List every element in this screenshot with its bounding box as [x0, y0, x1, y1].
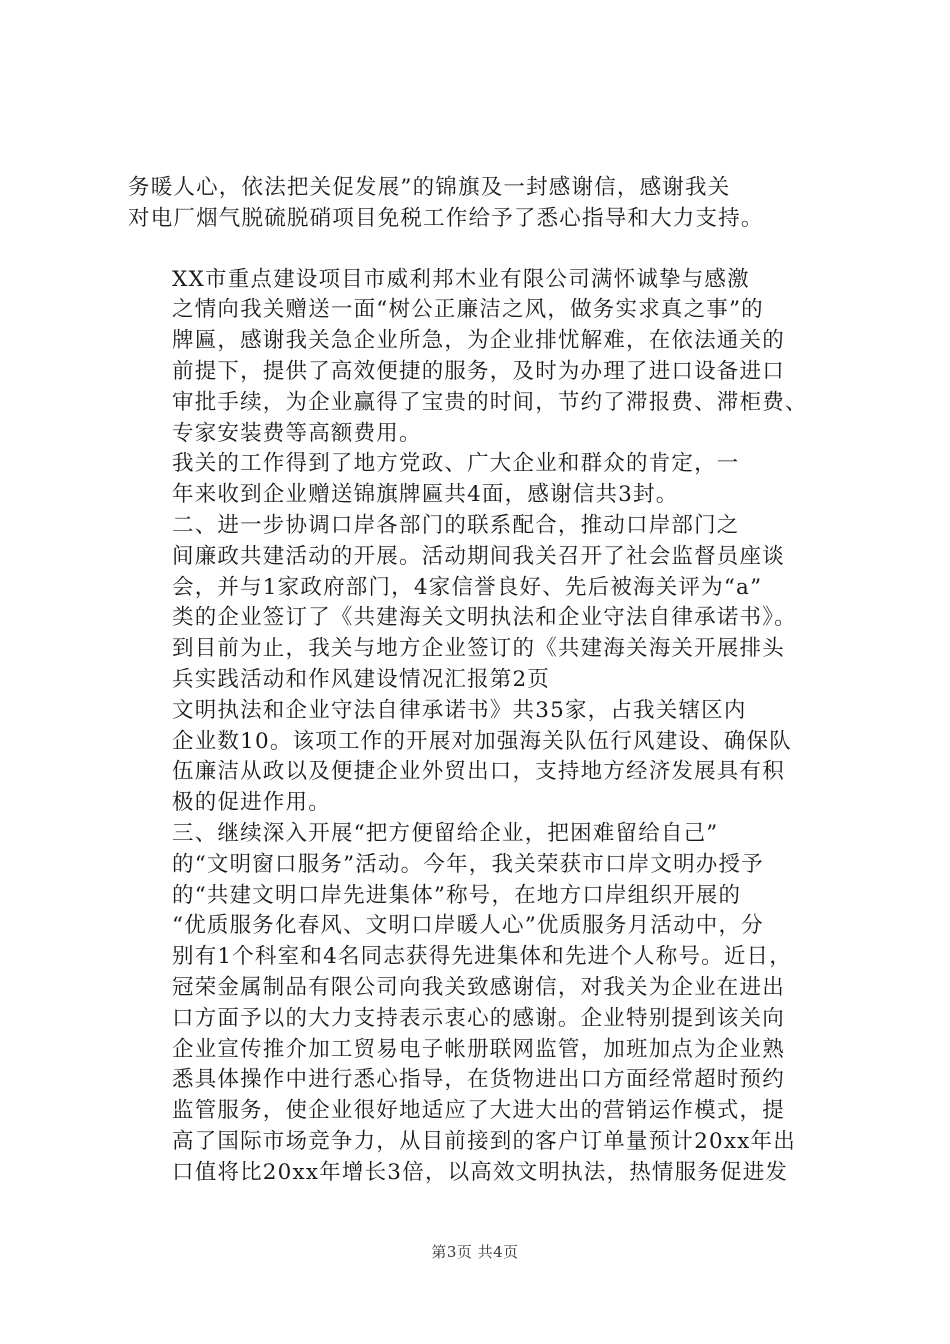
text-line: 牌匾，感谢我关急企业所急，为企业排忧解难，在依法通关的 — [172, 328, 785, 354]
text-line: 间廉政共建活动的开展。活动期间我关召开了社会监督员座谈 — [172, 543, 785, 569]
text-line: 口方面予以的大力支持表示衷心的感谢。企业特别提到该关向 — [172, 1005, 785, 1031]
text-line: 口值将比20xx年增长3倍，以高效文明执法，热情服务促进发 — [172, 1159, 789, 1185]
text-line: 兵实践活动和作风建设情况汇报第2页 — [172, 666, 551, 692]
text-line: 类的企业签订了《共建海关文明执法和企业守法自律承诺书》。 — [172, 605, 797, 631]
paragraph — [128, 696, 828, 819]
text-line: 的“文明窗口服务”活动。今年，我关荣获市口岸文明办授予 — [172, 851, 764, 877]
paragraph — [128, 173, 828, 235]
paragraph — [128, 511, 828, 696]
text-line: 伍廉洁从政以及便捷企业外贸出口，支持地方经济发展具有积 — [172, 759, 785, 785]
page-footer — [0, 1241, 950, 1262]
page-number: 第3页 共4页 — [431, 1243, 519, 1261]
text-line: “优质服务化春风、文明口岸暖人心”优质服务月活动中，分 — [172, 913, 764, 939]
text-line: 的“共建文明口岸先进集体”称号，在地方口岸组织开展的 — [172, 882, 742, 908]
text-line: 冠荣金属制品有限公司向我关致感谢信，对我关为企业在进出 — [172, 974, 785, 1000]
text-line: 之情向我关赠送一面“树公正廉洁之风，做务实求真之事”的 — [172, 297, 764, 323]
text-line: 三、继续深入开展“把方便留给企业，把困难留给自己” — [172, 820, 719, 846]
text-line: 前提下，提供了高效便捷的服务，及时为办理了进口设备进口 — [172, 358, 785, 384]
text-line: 二、进一步协调口岸各部门的联系配合，推动口岸部门之 — [172, 512, 740, 538]
text-line: 专家安装费等高额费用。 — [172, 420, 422, 446]
text-line: 对电厂烟气脱硫脱硝项目免税工作给予了悉心指导和大力支持。 — [128, 205, 764, 231]
text-line: 别有1个科室和4名同志获得先进集体和先进个人称号。近日， — [172, 944, 792, 970]
text-line: 悉具体操作中进行悉心指导，在货物进出口方面经常超时预约 — [172, 1067, 785, 1093]
paragraph — [128, 265, 828, 450]
text-line: 文明执法和企业守法自律承诺书》共35家，占我关辖区内 — [172, 697, 747, 723]
text-line: XX市重点建设项目市威利邦木业有限公司满怀诚挚与感激 — [172, 266, 750, 292]
paragraph — [128, 819, 828, 1189]
document-body — [128, 173, 828, 1189]
text-line: 审批手续，为企业赢得了宝贵的时间，节约了滞报费、滞柜费、 — [172, 389, 808, 415]
text-line: 企业宣传推介加工贸易电子帐册联网监管，加班加点为企业熟 — [172, 1036, 785, 1062]
text-line: 企业数10。该项工作的开展对加强海关队伍行风建设、确保队 — [172, 728, 792, 754]
text-line: 会，并与1家政府部门，4家信誉良好、先后被海关评为“a” — [172, 574, 763, 600]
text-line: 年来收到企业赠送锦旗牌匾共4面，感谢信共3封。 — [172, 482, 679, 508]
text-line: 务暖人心，依法把关促发展”的锦旗及一封感谢信，感谢我关 — [128, 175, 731, 200]
text-line: 高了国际市场竞争力，从目前接到的客户订单量预计20xx年出 — [172, 1128, 796, 1154]
paragraph — [128, 449, 828, 511]
text-line: 到目前为止，我关与地方企业签订的《共建海关海关开展排头 — [172, 636, 785, 662]
text-line: 我关的工作得到了地方党政、广大企业和群众的肯定，一 — [172, 451, 740, 477]
text-line: 监管服务，使企业很好地适应了大进大出的营销运作模式，提 — [172, 1098, 785, 1124]
text-line: 极的促进作用。 — [172, 790, 331, 816]
